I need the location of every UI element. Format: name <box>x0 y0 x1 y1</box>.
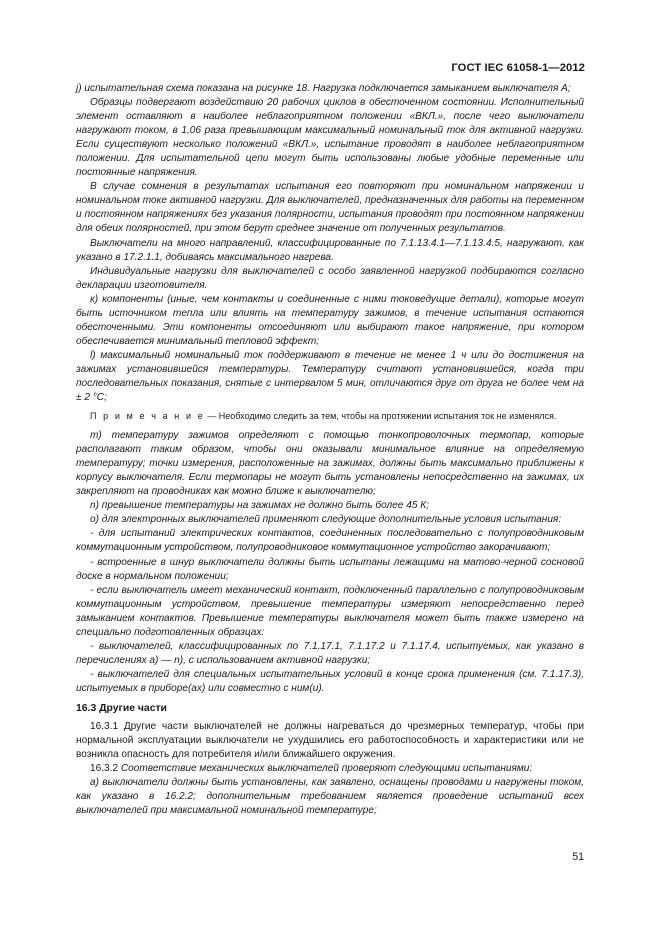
note-label: П р и м е ч а н и е <box>90 411 205 422</box>
note <box>76 410 584 423</box>
list-item-special-conditions: - выключателей для специальных испытательных условий в конце срока применения (см. 7.1.17.3), испытуемых в приборе(ах) или совместно с ним(и). <box>76 668 584 694</box>
paragraph-samples: Образцы подвергают воздействию 20 рабочих циклов в обесточенном состоянии. Исполнительный элемент оставляют в наиболее неблагоприятном положении «ВКЛ.», после чего выключатели нагружают током, в 1,06 раза превышающим максимальный номинальный ток для активной нагрузки. Если существуют несколько положений «ВКЛ.», испытание проводят в наиболее неблагоприятном положении. Для испытательной цепи могут быть использованы любые удобные переменные или постоянные напряжения. <box>76 97 584 179</box>
paragraph-multiway: Выключатели на много направлений, классифицированные по 7.1.13.4.1—7.1.13.4.5, нагружают, как указано в 17.2.1.1, добиваясь максимального нагрева. <box>76 237 584 263</box>
paragraph-n: n) превышение температуры на зажимах не должно быть более 45 К; <box>90 500 430 512</box>
paragraph-m: m) температуру зажимов определяют с помощью тонкопроволочных термопар, которые располагают таким образом, чтобы они оказывали минимальное влияние на определяемую температуру; точки измерения, расположенные на зажимах, должны быть максимально приближены к корпусу выключателя. Если термопары не могут быть установлены непосредственно на зажимах, их закрепляют на проводниках как можно ближе к выключателю; <box>76 430 584 498</box>
list-item-contacts: - для испытаний электрических контактов, соединенных последовательно с полупроводниковым коммутационным устройством, полупроводниковое коммутационное устройство закорачивают; <box>76 528 584 554</box>
paragraph-k: к) компоненты (иные, чем контакты и соединенные с ними токоведущие детали), которые могут быть источником тепла или влиять на температуру зажимов, в течение испытания остаются обесточенными. Эти компоненты отсоединяют или выбирают такое напряжение, при котором обеспечивается минимальный тепловой эффект; <box>76 293 584 347</box>
standard-header: ГОСТ IEC 61058-1—2012 <box>451 62 585 74</box>
paragraph-individual-loads: Индивидуальные нагрузки для выключателей с особо заявленной нагрузкой подбираются согласно декларации изготовителя. <box>76 265 584 291</box>
paragraph-a: а) выключатели должны быть установлены, как заявлено, оснащены проводами и нагружены током, как указано в 16.2.2; дополнительным требованием является проведение испытаний всех выключателей при максимальной номинальной температуре; <box>76 777 584 817</box>
list-item-cord-switches: - встроенные в шнур выключатели должны быть испытаны лежащими на матово-черной сосновой доске в нормальном положении; <box>76 556 584 582</box>
list-item-mechanical-contact: - если выключатель имеет механический контакт, подключенный параллельно с полупроводниковым коммутационным устройством, превышение температуры измеряют непосредственно перед замыканием контактов. Превышение температуры выключателя может быть также измерено на специально подготовленных образцах: <box>76 584 584 638</box>
section-heading: 16.3 Другие части <box>76 702 167 714</box>
clause-number: 16.3.2 <box>90 763 121 775</box>
page-number: 51 <box>572 851 584 863</box>
paragraph-16-3-2 <box>76 762 584 776</box>
paragraph-o: о) для электронных выключателей применяют следующие дополнительные условия испытания: <box>90 514 562 526</box>
list-item-classified-switches: - выключателей, классифицированных по 7.1.17.1, 7.1.17.2 и 7.1.17.4, испытуемых, как указано в перечислениях а) — n), с использованием активной нагрузки; <box>76 640 584 666</box>
note-text: — Необходимо следить за тем, чтобы на протяжении испытания ток не изменялся. <box>204 411 557 422</box>
paragraph-doubt: В случае сомнения в результатах испытания его повторяют при номинальном напряжении и номинальном токе активной нагрузки. Для выключателей, предназначенных для работы на переменном и постоянном напряжениях без указания полярности, испытания проводят при постоянном напряжении для обеих полярностей, при этом берут среднее значение от полученных результатов. <box>76 181 584 235</box>
paragraph-j: j) испытательная схема показана на рисунке 18. Нагрузка подключается замыканием выключателя А; <box>76 83 571 94</box>
paragraph-l: l) максимальный номинальный ток поддерживают в течение не менее 1 ч или до достижения на зажимах установившейся температуры. Температуру считают установившейся, когда три последовательных показания, снятые с интервалом 5 мин, отличаются друг от друга не более чем на ± 2 °С; <box>76 349 584 404</box>
document-body <box>76 82 584 818</box>
clause-text: Соответствие механических выключателей проверяют следующими испытаниями: <box>120 763 533 775</box>
paragraph-16-3-1: 16.3.1 Другие части выключателей не должны нагреваться до чрезмерных температур, чтобы при нормальной эксплуатации выключатели не ухудшились его работоспособность и характеристики или не возникла опасность для потребителя и/или ближайшего окружения. <box>76 720 584 761</box>
